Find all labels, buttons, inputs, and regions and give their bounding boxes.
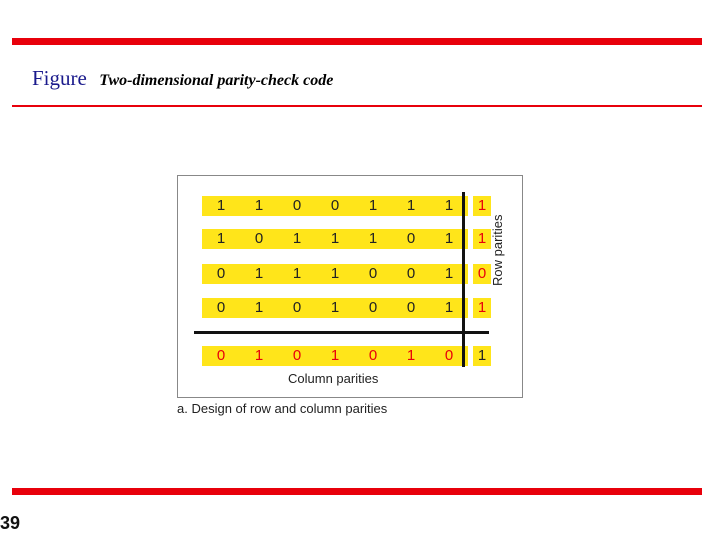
bit-cell: 0 <box>406 265 416 282</box>
bit-cell: 1 <box>292 230 302 247</box>
parity-bit-bar <box>473 229 491 249</box>
bit-cell: 1 <box>254 197 264 214</box>
figure-caption: Two-dimensional parity-check code <box>99 72 334 89</box>
bit-cell: 1 <box>330 265 340 282</box>
title-underline <box>12 105 702 107</box>
bit-cell: 0 <box>368 347 378 364</box>
bit-cell: 1 <box>406 347 416 364</box>
bit-cell: 1 <box>330 230 340 247</box>
data-bits-bar <box>202 298 468 318</box>
data-row <box>202 196 491 216</box>
bit-cell: 1 <box>330 299 340 316</box>
bit-cell: 1 <box>216 230 226 247</box>
bit-cell: 1 <box>368 230 378 247</box>
figure-label: Figure <box>32 66 87 90</box>
parity-bit-cell: 1 <box>477 230 487 247</box>
parity-bit-bar <box>473 196 491 216</box>
data-bits-bar <box>202 346 468 366</box>
data-bits-bar <box>202 264 468 284</box>
bit-cell: 1 <box>406 197 416 214</box>
bit-cell: 1 <box>330 347 340 364</box>
page-number: 39 <box>0 513 21 533</box>
row-parity-divider <box>462 192 465 367</box>
parity-bit-bar <box>473 264 491 284</box>
bit-cell: 0 <box>444 347 454 364</box>
data-row <box>202 264 491 284</box>
column-parities-label: Column parities <box>288 371 379 386</box>
bit-cell: 0 <box>292 197 302 214</box>
slide-title <box>32 66 333 91</box>
data-bits-bar <box>202 196 468 216</box>
data-row <box>202 229 491 249</box>
bit-cell: 1 <box>292 265 302 282</box>
parity-bit-cell: 1 <box>477 347 487 364</box>
column-parity-row <box>202 346 491 366</box>
parity-bit-bar <box>473 298 491 318</box>
data-row <box>202 298 491 318</box>
parity-bit-cell: 1 <box>477 299 487 316</box>
bit-cell: 1 <box>444 265 454 282</box>
bit-cell: 0 <box>368 299 378 316</box>
data-bits-bar <box>202 229 468 249</box>
bit-cell: 1 <box>254 347 264 364</box>
column-parity-divider <box>194 331 489 334</box>
parity-bit-cell: 1 <box>477 197 487 214</box>
row-parities-label: Row parities <box>490 214 505 286</box>
bit-cell: 1 <box>368 197 378 214</box>
top-red-rule <box>12 38 702 45</box>
bit-cell: 0 <box>292 299 302 316</box>
bit-cell: 0 <box>406 230 416 247</box>
bit-cell: 1 <box>216 197 226 214</box>
parity-diagram-panel <box>177 175 523 398</box>
bit-cell: 0 <box>330 197 340 214</box>
bit-cell: 0 <box>216 347 226 364</box>
bit-cell: 0 <box>292 347 302 364</box>
bit-cell: 1 <box>444 197 454 214</box>
bit-cell: 0 <box>216 299 226 316</box>
bit-cell: 1 <box>254 265 264 282</box>
diagram-subcaption: a. Design of row and column parities <box>177 401 388 416</box>
bit-cell: 1 <box>254 299 264 316</box>
bit-cell: 0 <box>216 265 226 282</box>
bit-cell: 0 <box>406 299 416 316</box>
parity-bit-cell: 0 <box>477 265 487 282</box>
bit-cell: 0 <box>368 265 378 282</box>
bit-cell: 1 <box>444 230 454 247</box>
bit-cell: 0 <box>254 230 264 247</box>
bit-cell: 1 <box>444 299 454 316</box>
parity-bit-bar <box>473 346 491 366</box>
bottom-red-rule <box>12 488 702 495</box>
